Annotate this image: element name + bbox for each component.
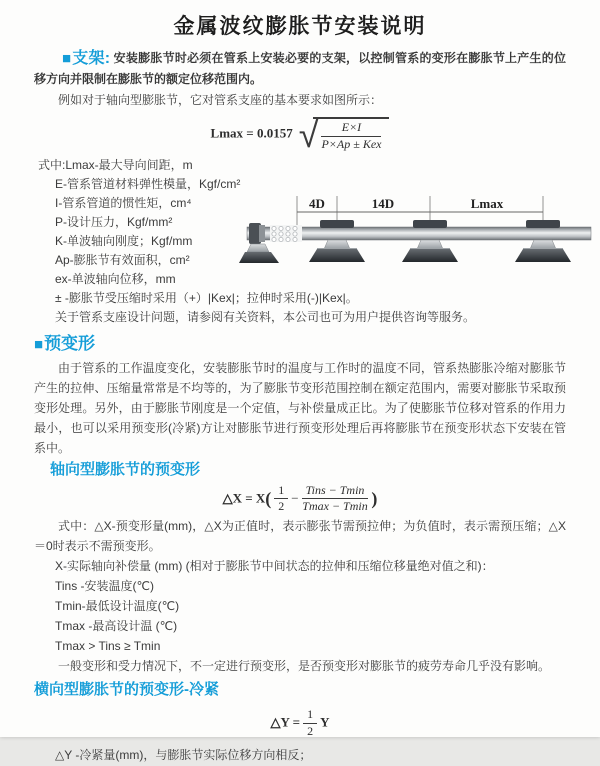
definition-item: ± -膨胀节受压缩时采用（+）|Kex|；拉伸时采用(-)|Kex|。 bbox=[55, 290, 358, 305]
bellows-expansion-joint bbox=[270, 225, 302, 242]
lateral-formula-lhs: △Y = bbox=[270, 714, 301, 730]
lmax-formula-numerator: E×I bbox=[321, 121, 381, 137]
axial-formula-numerator: Tins − Tmin bbox=[302, 484, 369, 500]
definition-item: Tmin-最低设计温度(℃) bbox=[55, 599, 180, 614]
definition-item: Ap-膨胀节有效面积，cm² bbox=[55, 252, 190, 267]
definition-item: Tmax -最高设计温 (℃) bbox=[55, 619, 178, 634]
lateral-preform-formula bbox=[0, 708, 600, 739]
minus-operator: − bbox=[291, 489, 299, 505]
axial-preform-heading: 轴向型膨胀节的预变形 bbox=[50, 460, 201, 478]
support-heading-label: 支架: bbox=[72, 50, 111, 67]
open-paren: ( bbox=[265, 487, 272, 508]
preform-heading-label: 预变形 bbox=[44, 333, 96, 353]
half-denominator: 2 bbox=[278, 499, 285, 514]
pipe-guide-support bbox=[515, 220, 571, 262]
axial-formula-denominator: Tmax − Tmin bbox=[302, 499, 368, 514]
definition-item: P-设计压力，Kgf/mm² bbox=[55, 214, 173, 229]
axial-note: 一般变形和受力情况下，不一定进行预变形，是否预变形对膨胀节的疲劳寿命几乎没有影响。 bbox=[58, 659, 551, 674]
lateral-preform-heading: 横向型膨胀节的预变形-冷紧 bbox=[34, 681, 219, 699]
definition-item: Tins -安装温度(℃) bbox=[55, 579, 155, 594]
sqrt-icon: √ bbox=[298, 114, 319, 156]
definition-item: 式中:Lmax-最大导向间距，m bbox=[38, 157, 193, 172]
axial-definitions-list bbox=[34, 556, 566, 656]
definition-item: E-管系管道材料弹性模量，Kgf/cm² bbox=[55, 176, 241, 191]
definition-item: K-单波轴向刚度；Kgf/mm bbox=[55, 233, 193, 248]
lateral-formula-rhs: Y bbox=[320, 714, 330, 730]
support-consulting-note: 关于管系支座设计问题，请参阅有关资料，本公司也可为用户提供咨询等服务。 bbox=[55, 309, 476, 324]
axial-explanation: 式中：△X-预变形量(mm)，△X为正值时，表示膨张节需预拉伸；为负值时，表示需预压缩；△X＝0时表示不需预变形。 bbox=[34, 519, 566, 554]
half-denominator: 2 bbox=[307, 723, 314, 738]
lmax-formula-prefix: Lmax = 0.0157 bbox=[210, 125, 293, 141]
definition-item: ex-单波轴向位移，mm bbox=[55, 271, 176, 286]
definition-item: X-实际轴向补偿量 (mm) (相对于膨胀节中间状态的拉伸和压缩位移量绝对值之和)： bbox=[55, 559, 494, 574]
pipe-guide-support bbox=[402, 220, 458, 262]
close-paren: ) bbox=[371, 487, 378, 508]
axial-preform-formula bbox=[0, 484, 600, 515]
preform-section-heading bbox=[34, 333, 566, 356]
half-numerator: 1 bbox=[274, 484, 288, 500]
blue-square-marker: ■ bbox=[62, 50, 72, 67]
page-title: 金属波纹膨胀节安装说明 bbox=[173, 15, 427, 38]
support-intro-text: 安装膨胀节时必须在管系上安装必要的支架，以控制管系的变形在膨胀节上产生的位移方向并限制在膨胀节的额定位移范围内。 bbox=[34, 51, 566, 86]
definition-item: Tmax > Tins ≥ Tmin bbox=[55, 639, 161, 654]
axial-formula-lhs: △X = X bbox=[222, 489, 266, 505]
support-example-text: 例如对于轴向型膨胀节，它对管系支座的基本要求如图所示： bbox=[58, 93, 383, 107]
definition-item: I-管系管道的惯性矩，cm⁴ bbox=[55, 195, 192, 210]
dim-label-14d: 14D bbox=[371, 196, 395, 211]
preform-paragraph: 由于管系的工作温度变化，安装膨胀节时的温度与工作时的温度不同，管系热膨胀冷缩对膨胀节产生的拉伸、压缩量常常是不均等的，为了膨胀节变形范围控制在额定范围内，需要对膨胀节采取预变形处理。另外，由于膨胀节刚度是一个定值，与补偿量成正比。为了使膨胀节位移对管系的作用力最小，也可以采用预变形(冷紧)方让对膨胀节进行预变形处理后再将膨胀节在预变形状态下安装在管系中。 bbox=[34, 360, 566, 455]
dim-label-4d: 4D bbox=[309, 196, 325, 211]
lmax-formula-denominator: P×Ap ± Kex bbox=[321, 136, 382, 151]
dim-label-lmax: Lmax bbox=[470, 196, 504, 211]
half-numerator: 1 bbox=[303, 708, 317, 724]
support-section-heading bbox=[62, 50, 110, 67]
lmax-formula bbox=[0, 114, 600, 156]
blue-square-marker: ■ bbox=[34, 335, 44, 353]
pipe-support-diagram bbox=[243, 190, 595, 285]
support-paragraph bbox=[34, 48, 566, 90]
lateral-note: △Y -冷紧量(mm)，与膨胀节实际位移方向相反； bbox=[55, 747, 312, 762]
pipe-guide-support bbox=[309, 220, 365, 262]
radical-sign bbox=[298, 114, 390, 156]
